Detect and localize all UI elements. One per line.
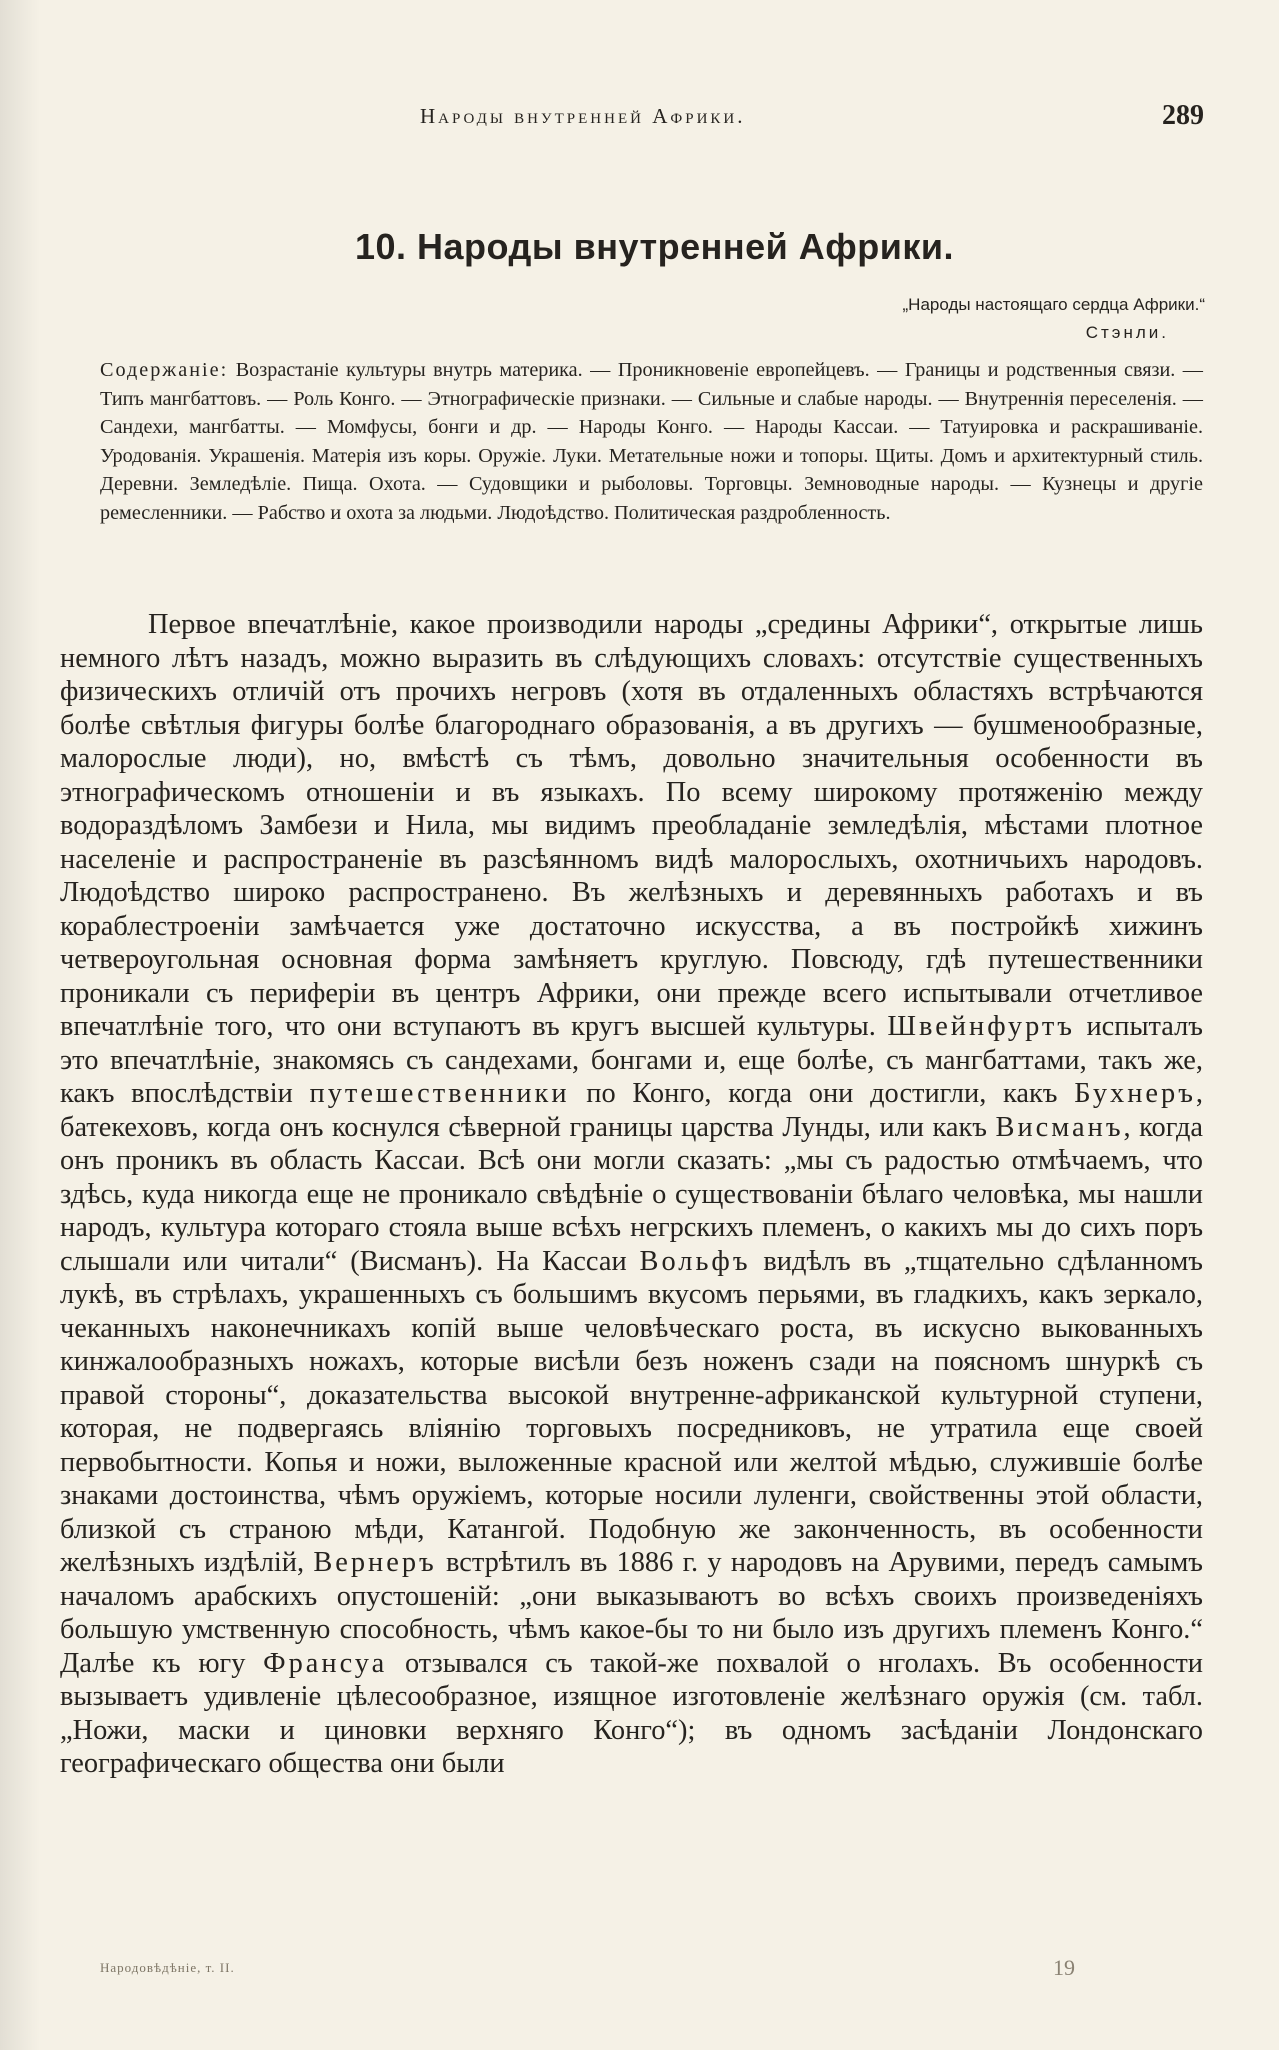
running-header	[100, 100, 1204, 144]
person-name: Швейнфуртъ	[887, 1011, 1075, 1042]
emphasized-word: путешественники	[309, 1078, 570, 1109]
text-run: встрѣтилъ въ 1886 г. у народовъ на Арувими, передъ самымъ началомъ арабскихъ опустошеній: „они выказываютъ во всѣхъ своихъ произведеніяхъ большую умственную способность, чѣмъ какое-бы то ни было изъ другихъ племенъ Конго.“ Далѣе къ югу	[60, 1547, 1203, 1679]
text-run: отзывался съ такой-же похвалой о нголахъ. Въ особенности вызываетъ удивленіе цѣлесообразное, изящное изготовленіе желѣзнаго оружія (см. табл. „Ножи, маски и циновки верхняго Конго“); въ одномъ засѣданіи Лондонскаго географическаго общества они были	[60, 1647, 1203, 1779]
epigraph-author: Стэнли.	[1085, 323, 1169, 342]
person-name: Висманъ	[995, 1111, 1124, 1143]
text-run: испыталъ это впечатлѣніе, знакомясь съ сандехами, бонгами и, еще болѣе, съ мангбаттами, такъ же, какъ впослѣдствіи	[60, 1011, 1203, 1109]
sheet-mark: 19	[1053, 1955, 1075, 1980]
printer-signature: Народовѣдѣніе, т. II.	[100, 1960, 235, 1975]
text-run: видѣлъ въ „тщательно сдѣланномъ лукѣ, въ стрѣлахъ, украшенныхъ съ большимъ вкусомъ перьями, въ гладкихъ, какъ зеркало, чеканныхъ наконечникахъ копій выше человѣческаго роста, въ искусно выкованныхъ кинжалообразныхъ ножахъ, которые висѣли безъ ноженъ сзади на поясномъ шнуркѣ съ правой стороны“, доказательства высокой внутренне-африканской культурной ступени, которая, не подвергаясь вліянію торговыхъ посредниковъ, не утратила еще своей первобытности. Копья и ножи, выложенные красной или желтой мѣдью, служившіе болѣе знаками достоинства, чѣмъ оружіемъ, которые носили луленги, свойственны этой области, близкой съ страною мѣди, Катангой. Подобную же законченность, въ особенности желѣзныхъ издѣлій,	[60, 1245, 1203, 1578]
chapter-contents	[100, 356, 1203, 527]
person-name: Вернеръ	[313, 1547, 437, 1578]
chapter-title: 10. Народы внутренней Африки.	[354, 226, 955, 267]
page-number: 289	[1162, 100, 1204, 131]
text-run: , батекеховъ, когда онъ коснулся сѣверной границы царства Лунды, или какъ	[60, 1078, 1203, 1143]
paragraph	[60, 608, 1203, 1781]
running-header-title: Народы внутренней Африки.	[420, 104, 746, 128]
text-run: по Конго, когда они достигли, какъ	[586, 1078, 1058, 1109]
text-run: , когда онъ проникъ въ область Кассаи. Всѣ они могли сказать: „мы съ радостью отмѣчаемъ, что здѣсь, куда никогда еще не проникало свѣдѣніе о существованіи бѣлаго человѣка, мы нашли народъ, культура котораго стояла выше всѣхъ негрскихъ племенъ, о какихъ мы до сихъ поръ слышали или читали“ (Висманъ). На Кассаи	[60, 1111, 1203, 1277]
contents-label: Содержаніе:	[100, 359, 229, 381]
epigraph	[903, 291, 1205, 347]
person-name: Франсуа	[263, 1647, 388, 1679]
contents-text: Возрастаніе культуры внутрь материка. — Проникновеніе европейцевъ. — Границы и родственныя связи. — Типъ мангбаттовъ. — Роль Конго. — Этнографическіе признаки. — Сильные и слабые народы. — Внутреннія переселенія. — Сандехи, мангбатты. — Момфусы, бонги и др. — Народы Конго. — Народы Кассаи. — Татуировка и раскрашиваніе. Уродованія. Украшенія. Матерія изъ коры. Оружіе. Луки. Метательные ножи и топоры. Щиты. Домъ и архитектурный стиль. Деревни. Земледѣліе. Пища. Охота. — Судовщики и рыболовы. Торговцы. Земноводные народы. — Кузнецы и другіе ремесленники. — Рабство и охота за людьми. Людоѣдство. Политическая раздробленность.	[100, 359, 1203, 524]
text-run: Первое впечатлѣніе, какое производили народы „средины Африки“, открытые лишь немного лѣтъ назадъ, можно выразить въ слѣдующихъ словахъ: отсутствіе существенныхъ физическихъ отличій отъ прочихъ негровъ (хотя въ отдаленныхъ областяхъ встрѣчаются болѣе свѣтлыя фигуры болѣе благороднаго образованія, а въ другихъ — бушменообразные, малорослые люди), но, вмѣстѣ съ тѣмъ, довольно значительныя особенности въ этнографическомъ отношеніи и въ языкахъ. По всему широкому протяженію между водораздѣломъ Замбези и Нила, мы видимъ преобладаніе земледѣлія, мѣстами плотное населеніе и распространеніе въ разсѣянномъ видѣ малорослыхъ, охотничьихъ народовъ. Людоѣдство широко распространено. Въ желѣзныхъ и деревянныхъ работахъ и въ кораблестроеніи замѣчается уже достаточно искусства, а въ постройкѣ хижинъ четвероугольная основная форма замѣняетъ круглую. Повсюду, гдѣ путешественники проникали съ периферіи въ центръ Африки, они прежде всего испытывали отчетливое впечатлѣніе того, что они вступаютъ въ кругъ высшей культуры.	[60, 609, 1203, 1042]
epigraph-quote: „Народы настоящаго сердца Африки.“	[902, 295, 1205, 314]
page-edge-shadow	[0, 0, 40, 2050]
person-name: Бухнеръ	[1074, 1078, 1196, 1109]
body-text	[60, 608, 1203, 1781]
person-name: Вольфъ	[639, 1245, 751, 1277]
